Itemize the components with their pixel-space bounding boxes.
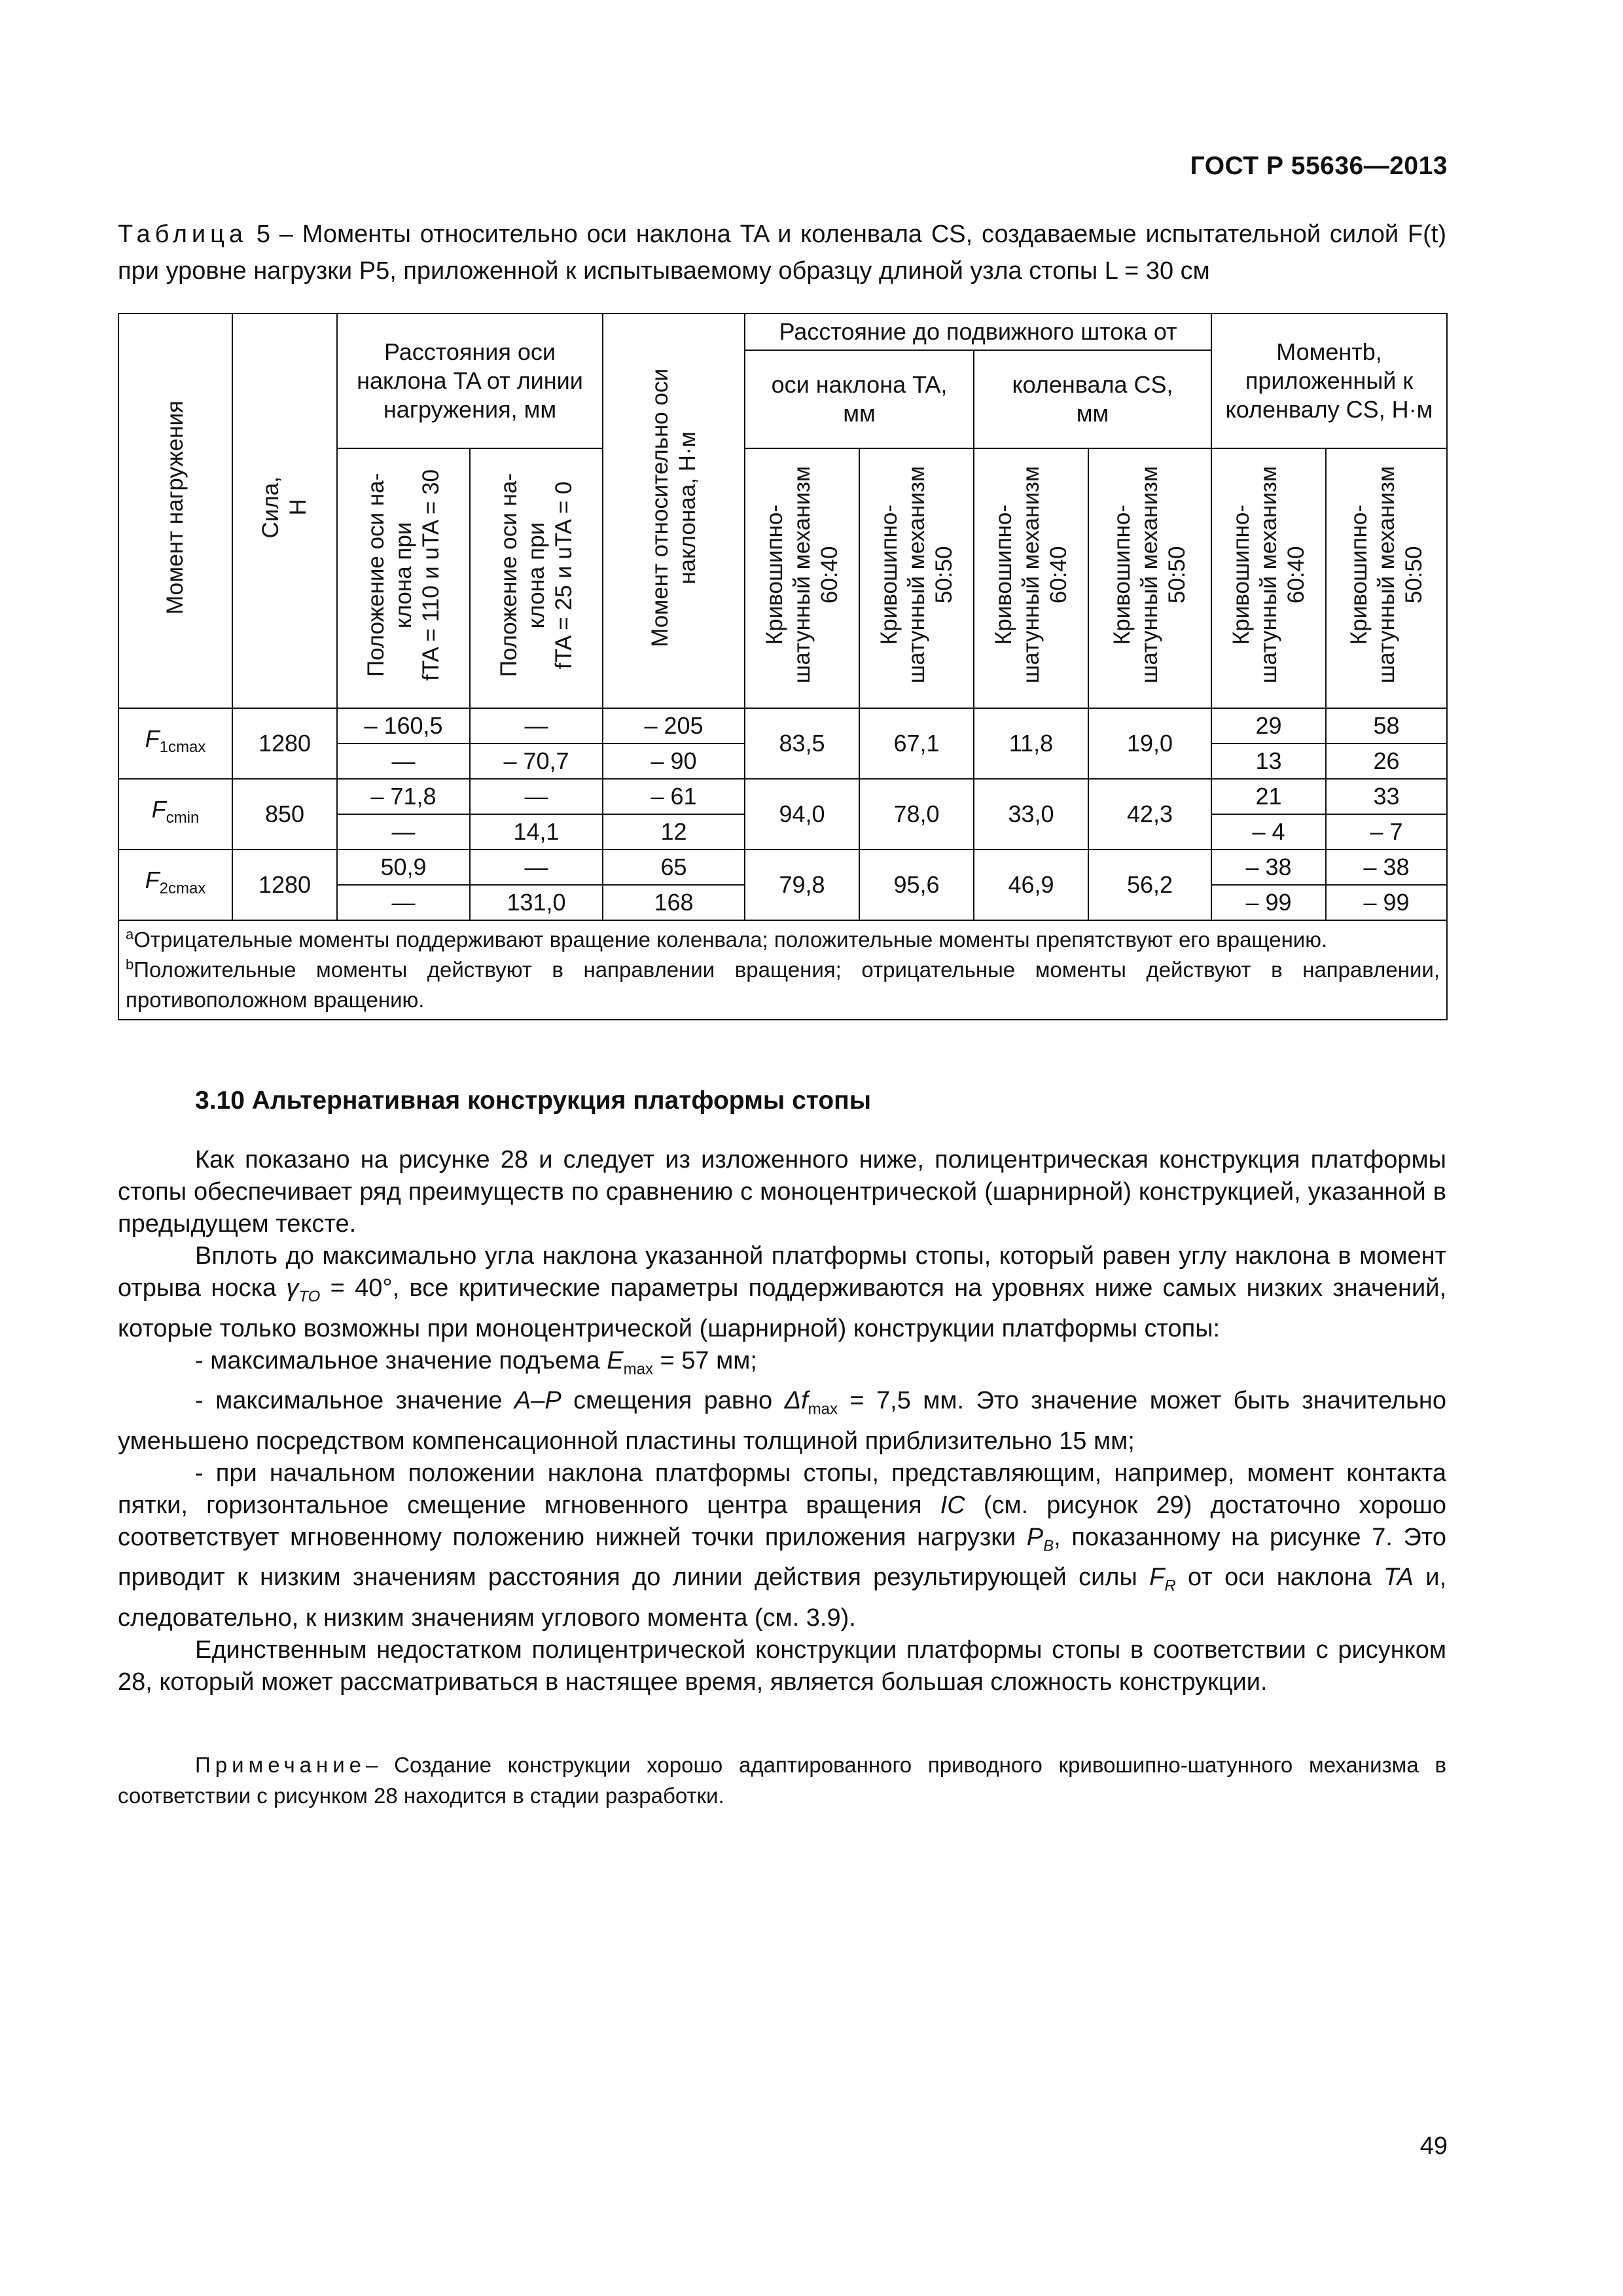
caption-number: 5 – [247,221,293,248]
pos1-cell: — [337,814,470,850]
caption-text: Моменты относительно оси наклона TA и коленвала CS, создаваемые испытательной силой F(t) при уровне нагрузки P5, приложенной к испытываемому образцу длиной узла стопы L = 30 см [118,221,1446,285]
table-row [118,779,1447,814]
moment-cell: – 205 [603,708,745,744]
list-item-2: - максимальное значение A–P смещения равно $\Delta f_{max} = 7,5$ мм. Это значение может быть значительно уменьшено посредством компенсационной пластины толщиной приблизительно 15 мм; [118,1387,1446,1455]
m-6040-cell: 13 [1211,744,1326,779]
pos1-cell: 50,9 [337,850,470,885]
ta-5050-cell: 67,1 [859,708,974,779]
pos2-cell: 131,0 [470,885,603,920]
moment-cell: 12 [603,814,745,850]
table-row [118,850,1447,885]
cs-6040-cell: 33,0 [974,779,1088,850]
pos2-cell: – 70,7 [470,744,603,779]
m-5050-cell: – 99 [1326,885,1447,920]
caption-label: Таблица [118,221,247,248]
m-5050-cell: 33 [1326,779,1447,814]
note-label: Примечание [195,1753,366,1777]
m-5050-cell: 58 [1326,708,1447,744]
moment-cell: 65 [603,850,745,885]
section-title: 3.10 Альтернативная конструкция платформы стопы [195,1086,872,1115]
header-pos1: Положение оси на- клона при fTA = 110 и uTA = 30 [337,448,470,708]
table-row [118,708,1447,744]
m-6040-cell: 21 [1211,779,1326,814]
m-5050-cell: 26 [1326,744,1447,779]
header-ta-axis: оси наклона TA, мм [745,350,974,448]
pos1-cell: – 160,5 [337,708,470,744]
note-text: – Создание конструкции хорошо адаптированного приводного кривошипно-шатунного механизма в соответствии с рисунком 28 находится в стадии разработки. [118,1753,1446,1808]
moment-cell: – 61 [603,779,745,814]
paragraph-1: Как показано на рисунке 28 и следует из изложенного ниже, полицентрическая конструкция платформы стопы обеспечивает ряд преимуществ по сравнению с моноцентрической (шарнирной) конструкцией, указанной в предыдущем тексте. [118,1146,1446,1238]
cs-5050-cell: 42,3 [1088,779,1211,850]
ta-5050-cell: 78,0 [859,779,974,850]
m-5050-cell: – 7 [1326,814,1447,850]
footnote-b: $^b$Положительные моменты действуют в направлении вращения; отрицательные моменты действуют в направлении, противоположном вращению. [126,956,1440,1012]
table-caption [118,216,1446,289]
header-tilt-moment: Момент относительно оси наклонаa, Н·м [603,314,745,708]
pos2-cell: — [470,779,603,814]
ta-5050-cell: 95,6 [859,850,974,920]
page-number: 49 [1419,2132,1448,2160]
paragraph-2: Вплоть до максимально угла наклона указанной платформы стопы, который равен углу наклона в момент отрыва носка $\gamma_{TO} = 40^\circ$, все критические параметры поддерживаются на уровнях ниже самых низких значений, которые только возможны при моноцентрической (шарнирной) конструкции платформы стопы: [118,1242,1447,1342]
header-pos2: Положение оси на- клона при fTA = 25 и uTA = 0 [470,448,603,708]
load-cell: $F_{cmin}$ [118,779,232,850]
m-6040-cell: – 38 [1211,850,1326,885]
note [118,1749,1446,1811]
pos1-cell: – 71,8 [337,779,470,814]
pos1-cell: — [337,744,470,779]
force-cell: 1280 [232,850,337,920]
cs-6040-cell: 46,9 [974,850,1088,920]
header-m-5050: Кривошипно- шатунный механизм 50:50 [1326,448,1447,708]
moment-cell: 168 [603,885,745,920]
m-6040-cell: 29 [1211,708,1326,744]
pos2-cell: — [470,708,603,744]
header-force: Сила, Н [232,314,337,708]
load-cell: $F_{2cmax}$ [118,850,232,920]
paragraph-3: Единственным недостатком полицентрической конструкции платформы стопы в соответствии с рисунком 28, который может рассматриваться в настящее время, является большая сложность конструкции. [118,1636,1446,1696]
list-item-1: - максимальное значение подъема $E_{max} = 57$ мм; [195,1346,757,1378]
header-ta-6040: Кривошипно- шатунный механизм 60:40 [745,448,859,708]
ta-6040-cell: 79,8 [745,850,859,920]
header-cs-6040: Кривошипно- шатунный механизм 60:40 [974,448,1088,708]
force-cell: 1280 [232,708,337,779]
header-ta-5050: Кривошипно- шатунный механизм 50:50 [859,448,974,708]
header-cs-axis: коленвала CS, мм [974,350,1211,448]
m-6040-cell: – 99 [1211,885,1326,920]
force-cell: 850 [232,779,337,850]
pos2-cell: 14,1 [470,814,603,850]
cs-5050-cell: 56,2 [1088,850,1211,920]
header-m-6040: Кривошипно- шатунный механизм 60:40 [1211,448,1326,708]
body-text [118,1144,1446,1698]
load-cell: $F_{1cmax}$ [118,708,232,779]
cs-6040-cell: 11,8 [974,708,1088,779]
header-load-moment: Момент нагружения [118,314,232,708]
footnote-a: $^a$Отрицательные моменты поддерживают вращение коленвала; положительные моменты препятствуют его вращению. [126,926,1328,952]
m-6040-cell: – 4 [1211,814,1326,850]
moment-cell: – 90 [603,744,745,779]
pos2-cell: — [470,850,603,885]
pos1-cell: — [337,885,470,920]
table-footnotes [118,920,1447,1020]
moments-table [118,313,1448,1020]
header-rod-distance: Расстояние до подвижного штока от [745,314,1211,350]
header-cs-5050: Кривошипно- шатунный механизм 50:50 [1088,448,1211,708]
cs-5050-cell: 19,0 [1088,708,1211,779]
header-distances: Расстояния оси наклона TA от линии нагружения, мм [337,314,603,448]
header-crank-moment: Моментb, приложенный к коленвалу CS, Н·м [1211,314,1447,448]
m-5050-cell: – 38 [1326,850,1447,885]
ta-6040-cell: 83,5 [745,708,859,779]
list-item-3: - при начальном положении наклона платформы стопы, представляющим, например, момент контакта пятки, горизонтальное смещение мгновенного центра вращения IC (см. рисунок 29) достаточно хорошо соответствует мгновенному положению нижней точки приложения нагрузки $P_B$, показанному на рисунке 7. Это приводит к низким значениям расстояния до линии действия результирующей силы $F_R$ от оси наклона TA и, следовательно, к низким значениям углового момента (см. 3.9). [118,1459,1446,1632]
standard-header: ГОСТ Р 55636—2013 [1190,152,1448,180]
ta-6040-cell: 94,0 [745,779,859,850]
